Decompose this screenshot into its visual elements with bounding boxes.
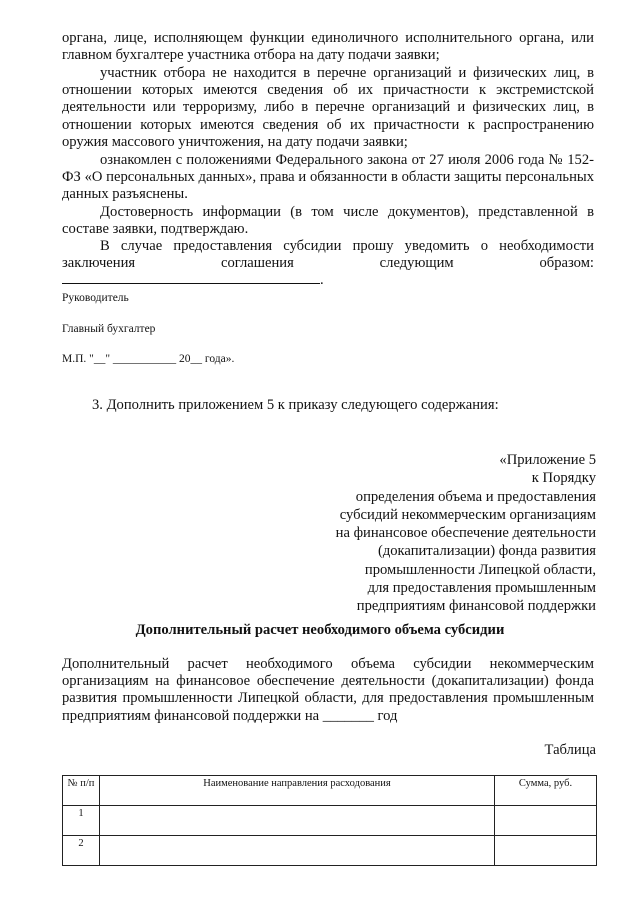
intro-paragraph: Дополнительный расчет необходимого объема субсидии некоммерческим организациям на финансовое обеспечение деятельности (докапитализации) фонда развития промышленности Липецкой области, для предоставления промышленным предприятиям финансовой поддержки на _______ год [62, 656, 594, 724]
notification-method-blank [62, 283, 320, 284]
signature-accountant: Главный бухгалтер [62, 323, 156, 335]
cell-number: 2 [63, 836, 100, 866]
header-number: № п/п [63, 776, 100, 806]
appendix-line: определения объема и предоставления [355, 488, 596, 505]
point-3: 3. Дополнить приложением 5 к приказу следующего содержания: [92, 397, 499, 413]
document-title: Дополнительный расчет необходимого объема субсидии [135, 622, 505, 638]
paragraph-2: участник отбора не находится в перечне организаций и физических лиц, в отношении которых имеются сведения об их причастности к экстремистской деятельности или терроризму, либо в перечне организаций и физических лиц, в отношении которых имеются сведения об их причастности к распространению оружия массового уничтожения, на дату подачи заявки; [62, 65, 594, 150]
appendix-line: (докапитализации) фонда развития [377, 543, 596, 560]
appendix-header [276, 451, 596, 616]
appendix-line: предприятиям финансовой поддержки [356, 598, 596, 615]
appendix-line: на финансовое обеспечение деятельности [335, 525, 596, 542]
calculation-table [62, 775, 597, 866]
cell-number: 1 [63, 806, 100, 836]
appendix-line: к Порядку [531, 470, 596, 487]
paragraph-4: Достоверность информации (в том числе документов), представленной в составе заявки, подтверждаю. [62, 204, 594, 238]
paragraph-1: органа, лице, исполняющем функции единоличного исполнительного органа, или главном бухгалтере участника отбора на дату подачи заявки; [62, 30, 594, 64]
table-header-row [63, 776, 597, 806]
table-row [63, 836, 597, 866]
appendix-line: для предоставления промышленным [367, 580, 596, 597]
table-label: Таблица [544, 742, 596, 758]
paragraph-5 [62, 238, 594, 290]
appendix-line: промышленности Липецкой области, [364, 561, 596, 578]
cell-direction[interactable] [100, 836, 495, 866]
paragraph-3: ознакомлен с положениями Федерального закона от 27 июля 2006 года № 152-ФЗ «О персональных данных», права и обязанности в области защиты персональных данных разъяснены. [62, 152, 594, 203]
cell-sum[interactable] [495, 806, 597, 836]
signature-head: Руководитель [62, 292, 129, 304]
paragraph-5-text: В случае предоставления субсидии прошу уведомить о необходимости заключения соглашения следующим образом: [62, 238, 594, 272]
header-sum: Сумма, руб. [495, 776, 597, 806]
header-direction: Наименование направления расходования [100, 776, 495, 806]
cell-direction[interactable] [100, 806, 495, 836]
appendix-line: «Приложение 5 [499, 452, 596, 468]
appendix-line: субсидий некоммерческим организациям [339, 506, 596, 523]
stamp-date-line: М.П. "__" ___________ 20__ года». [62, 353, 235, 365]
table-row [63, 806, 597, 836]
paragraph-5-end: . [320, 272, 324, 289]
cell-sum[interactable] [495, 836, 597, 866]
